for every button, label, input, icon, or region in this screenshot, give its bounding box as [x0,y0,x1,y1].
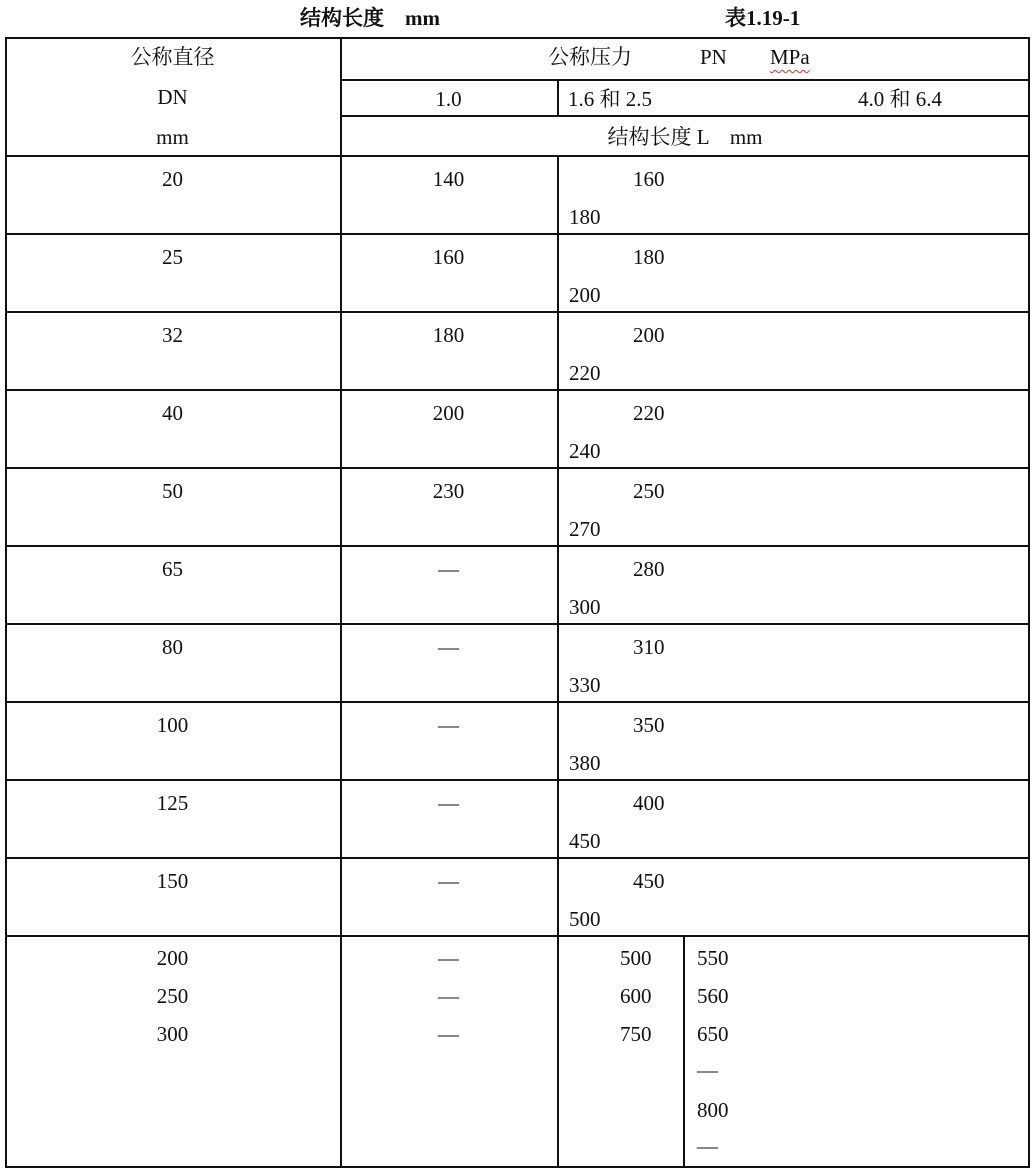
last-pn40-64: 560 [697,984,729,1008]
row-pn40-64: 270 [569,517,601,541]
divider [557,155,559,1168]
last-dn: 300 [156,1022,189,1046]
last-pn40-64: — [697,1134,718,1158]
last-pn40-64: 650 [697,1022,729,1046]
row-pn40-64: 300 [569,595,601,619]
divider [5,623,1030,625]
row-pn10: 160 [432,245,465,269]
header-pn-unit: MPa [770,45,810,69]
header-dn-symbol: DN [157,85,188,109]
row-pn10: 230 [432,479,465,503]
row-pn10: 180 [432,323,465,347]
row-pn10: — [438,791,459,815]
table-title: 结构长度 mm [300,6,440,30]
header-pn-1-0: 1.0 [435,87,462,111]
last-dn: 250 [156,984,189,1008]
row-dn: 25 [162,245,183,269]
divider [5,779,1030,781]
row-pn16-25: 160 [633,167,665,191]
divider [5,311,1030,313]
divider [5,389,1030,391]
row-dn: 20 [162,167,183,191]
divider [557,79,559,115]
row-pn40-64: 200 [569,283,601,307]
row-pn16-25: 180 [633,245,665,269]
header-dn-unit: mm [156,125,189,149]
divider [5,233,1030,235]
row-dn: 150 [156,869,189,893]
last-pn40-64: — [697,1058,718,1082]
row-dn: 80 [162,635,183,659]
divider [340,115,1030,117]
row-pn40-64: 240 [569,439,601,463]
divider [5,701,1030,703]
divider [340,79,1030,81]
row-pn16-25: 350 [633,713,665,737]
row-dn: 40 [162,401,183,425]
row-pn40-64: 500 [569,907,601,931]
last-pn16-25: 750 [620,1022,652,1046]
header-length-label: 结构长度 L mm [607,125,763,149]
row-dn: 50 [162,479,183,503]
header-pn-title: 公称压力 [548,45,632,69]
divider [5,545,1030,547]
row-pn16-25: 200 [633,323,665,347]
last-pn16-25: 600 [620,984,652,1008]
row-pn40-64: 330 [569,673,601,697]
row-pn40-64: 220 [569,361,601,385]
row-pn10: — [438,713,459,737]
row-pn40-64: 450 [569,829,601,853]
row-dn: 65 [162,557,183,581]
header-pn-4-0-6-4: 4.0 和 6.4 [858,87,942,111]
row-pn16-25: 450 [633,869,665,893]
row-dn: 125 [156,791,189,815]
row-pn16-25: 220 [633,401,665,425]
row-pn10: — [438,869,459,893]
divider [5,467,1030,469]
row-pn10: 140 [432,167,465,191]
row-pn40-64: 380 [569,751,601,775]
last-pn40-64: 550 [697,946,729,970]
header-pn-1-6-2-5: 1.6 和 2.5 [568,87,652,111]
row-pn40-64: 180 [569,205,601,229]
last-pn10: — [438,946,459,970]
table-number: 表1.19-1 [725,6,801,30]
divider [5,155,1030,157]
header-pn-label: PN [700,45,727,69]
divider [5,857,1030,859]
row-pn16-25: 250 [633,479,665,503]
row-pn10: — [438,635,459,659]
row-pn16-25: 280 [633,557,665,581]
divider [5,935,1030,937]
row-pn16-25: 310 [633,635,665,659]
last-pn10: — [438,1022,459,1046]
row-dn: 32 [162,323,183,347]
last-dn: 200 [156,946,189,970]
header-dn-label: 公称直径 [130,45,215,69]
row-pn10: — [438,557,459,581]
last-pn40-64: 800 [697,1098,729,1122]
last-pn10: — [438,984,459,1008]
divider [683,935,685,1168]
row-pn16-25: 400 [633,791,665,815]
row-dn: 100 [156,713,189,737]
last-pn16-25: 500 [620,946,652,970]
row-pn10: 200 [432,401,465,425]
